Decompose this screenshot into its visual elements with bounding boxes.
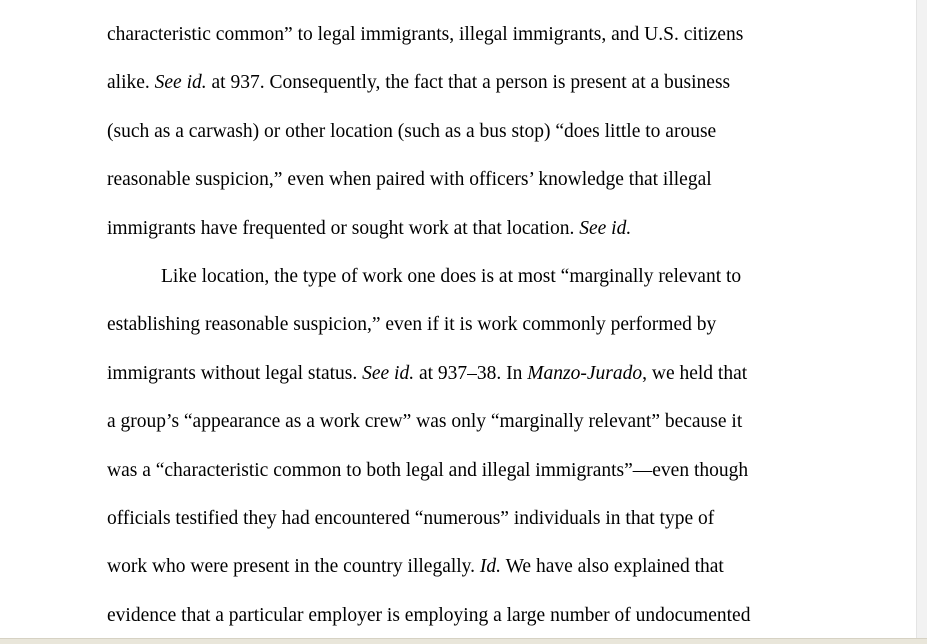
text-run: reasonable suspicion,” even when paired with officers’ knowledge that illegal xyxy=(107,169,712,191)
page-bottom-edge xyxy=(0,638,927,644)
text-run: (such as a carwash) or other location (such as a bus stop) “does little to arouse xyxy=(107,120,717,142)
text-run: establishing reasonable suspicion,” even if it is work commonly performed by xyxy=(107,314,717,336)
text-run: Like location, the type of work one does is at most “marginally relevant to xyxy=(161,265,742,287)
text-run: work who were present in the country illegally. xyxy=(107,556,480,578)
italic-citation: Id. xyxy=(479,556,502,578)
text-run: immigrants without legal status. xyxy=(107,362,363,384)
text-run: evidence that a particular employer is employing a large number of undocumented xyxy=(107,604,751,626)
text-run: at 937. Consequently, the fact that a person is present at a business xyxy=(206,72,731,94)
vertical-scrollbar-track[interactable] xyxy=(916,0,927,644)
text-line xyxy=(107,543,812,591)
text-run: officials testified they had encountered “numerous” individuals in that type of xyxy=(107,507,715,529)
text-line xyxy=(107,59,812,107)
text-line xyxy=(107,592,812,640)
text-line xyxy=(107,205,812,253)
text-line xyxy=(107,398,812,446)
text-run: alike. xyxy=(107,72,155,94)
italic-citation: Manzo-Jurado xyxy=(527,362,643,384)
text-line xyxy=(107,350,812,398)
text-line xyxy=(107,495,812,543)
text-run: a group’s “appearance as a work crew” was only “marginally relevant” because it xyxy=(107,411,743,433)
italic-citation: See id. xyxy=(362,362,415,384)
text-line xyxy=(107,108,812,156)
text-line xyxy=(107,11,812,59)
text-run: was a “characteristic common to both legal and illegal immigrants”—even though xyxy=(107,459,749,481)
italic-citation: See id. xyxy=(579,217,632,239)
text-run: at 937–38. In xyxy=(414,362,528,384)
text-line xyxy=(107,447,812,495)
text-run: We have also explained that xyxy=(501,556,724,578)
text-line xyxy=(107,156,812,204)
body-text xyxy=(107,11,812,640)
italic-citation: See id. xyxy=(154,72,207,94)
paragraph-first-line xyxy=(107,253,812,301)
text-line xyxy=(107,301,812,349)
text-run: , we held that xyxy=(642,362,748,384)
text-run: immigrants have frequented or sought work at that location. xyxy=(107,217,580,239)
text-run: characteristic common” to legal immigrants, illegal immigrants, and U.S. citizens xyxy=(107,24,744,45)
